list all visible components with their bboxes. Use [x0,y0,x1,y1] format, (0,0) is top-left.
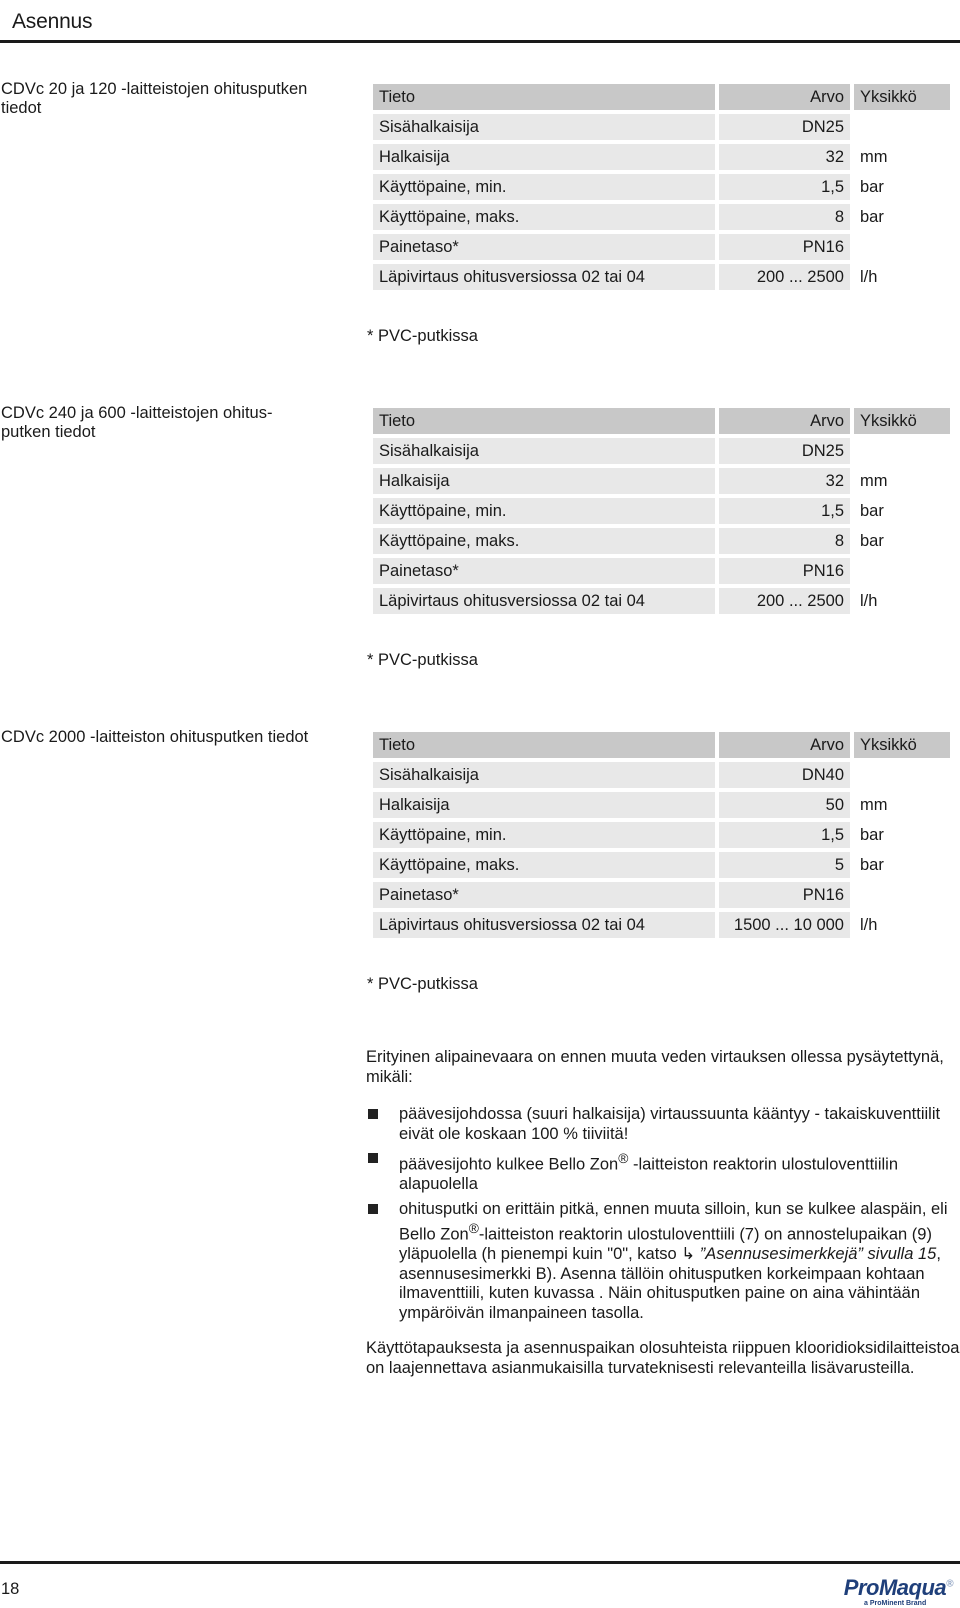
section-label: CDVc 20 ja 120 -laitteistojen ohitusputken tiedot [1,80,308,117]
cell-param: Käyttöpaine, min. [373,498,715,524]
cell-unit [854,882,950,908]
cell-param: Käyttöpaine, min. [373,174,715,200]
cell-value: 8 [719,528,850,554]
list-item-text: päävesijohdossa (suuri halkaisija) virtaussuunta kääntyy - takaiskuventtiilit eivät ole koskaan 100 % tiiviitä! [399,1105,941,1143]
cell-param: Painetaso* [373,882,715,908]
cell-param: Sisähalkaisija [373,438,715,464]
cell-value: 1,5 [719,822,850,848]
cell-param: Sisähalkaisija [373,762,715,788]
cell-unit: l/h [860,591,878,610]
intro-paragraph: Erityinen alipainevaara on ennen muuta veden virtauksen ollessa pysäytettynä, mikäli: [366,1048,944,1086]
header-param: Tieto [373,408,715,434]
table-row [373,204,950,230]
cell-unit: bar [860,501,884,520]
table-row [373,174,950,200]
cell-param: Läpivirtaus ohitusversiossa 02 tai 04 [373,264,715,290]
table-row [373,588,950,614]
cell-param: Läpivirtaus ohitusversiossa 02 tai 04 [373,912,715,938]
cell-param: Halkaisija [373,792,715,818]
cell-param: Käyttöpaine, maks. [373,852,715,878]
list-item-text: , asennusesimerkki B). Asenna tällöin ohitusputken korkeimpaan kohtaan ilmaventtiili, kuten kuvassa . Näin ohitusputken paine on aina vähintään ympäröivän ilmanpaineen tasolla. [399,1245,941,1322]
header-value: Arvo [719,84,850,110]
header-value: Arvo [719,408,850,434]
cell-unit: mm [860,471,888,490]
cell-value: PN16 [719,882,850,908]
spec-table [369,728,954,942]
cell-value: PN16 [719,558,850,584]
cell-value: PN16 [719,234,850,260]
cell-unit [854,762,950,788]
cell-value: 1,5 [719,174,850,200]
cell-unit: mm [860,795,888,814]
list-item [366,1105,960,1144]
cell-value: 8 [719,204,850,230]
cell-param: Painetaso* [373,558,715,584]
brand-trademark: ® [946,1578,953,1590]
spec-table [369,80,954,294]
table-row [373,912,950,938]
trademark-symbol: ® [618,1151,629,1166]
cell-unit [854,234,950,260]
cell-param: Käyttöpaine, min. [373,822,715,848]
page-number: 18 [1,1580,20,1598]
cell-value: DN25 [719,114,850,140]
cell-value: 5 [719,852,850,878]
cell-value: 32 [719,144,850,170]
section-label: CDVc 2000 -laitteiston ohitusputken tiedot [1,728,309,746]
promaqua-logo [843,1575,957,1607]
table-row [373,852,950,878]
cell-param: Halkaisija [373,468,715,494]
table-footnote: * PVC-putkissa [367,975,478,993]
brand-name-text: ProMaqua [843,1575,947,1600]
table-header-row [373,408,950,434]
cell-value: 1,5 [719,498,850,524]
cell-value: DN25 [719,438,850,464]
list-item-text: ohitusputki on erittäin pitkä, ennen muuta silloin, kun se kulkee alaspäin, eli Bello Zon [399,1199,948,1244]
square-bullet-icon [368,1153,378,1163]
cell-unit: l/h [860,267,878,286]
header-unit: Yksikkö [854,84,950,110]
table-row [373,498,950,524]
list-item [366,1149,960,1195]
cell-unit [854,558,950,584]
closing-paragraph: Käyttötapauksesta ja asennuspaikan olosuhteista riippuen klooridioksidilaitteistoa on laajennettava asianmukaisilla turvateknisesti relevanteilla lisävarusteilla. [366,1339,960,1377]
cell-param: Läpivirtaus ohitusversiossa 02 tai 04 [373,588,715,614]
section-label: CDVc 240 ja 600 -laitteistojen ohitus- putken tiedot [1,404,273,441]
brand-tagline: a ProMinent Brand [864,1600,927,1607]
table-row [373,762,950,788]
table-row [373,114,950,140]
table-footnote: * PVC-putkissa [367,327,478,345]
condition-list [366,1105,960,1323]
cell-unit: mm [860,147,888,166]
cross-reference-link[interactable]: ”Asennusesimerkkejä” sivulla 15 [699,1245,937,1263]
trademark-symbol: ® [468,1221,479,1236]
table-row [373,468,950,494]
list-item-text: päävesijohto kulkee Bello Zon [399,1155,619,1174]
table-row [373,438,950,464]
cell-param: Sisähalkaisija [373,114,715,140]
cell-unit [854,438,950,464]
cell-param: Käyttöpaine, maks. [373,204,715,230]
table-footnote: * PVC-putkissa [367,651,478,669]
table-row [373,882,950,908]
cell-unit: l/h [860,915,878,934]
cell-value: 1500 ... 10 000 [719,912,850,938]
table-row [373,822,950,848]
page-title: Asennus [12,10,93,33]
footer-divider [0,1561,960,1564]
table-row [373,264,950,290]
vacuum-warning-text [366,1048,960,1378]
brand-name [844,1575,953,1601]
cell-unit: bar [860,207,884,226]
table-row [373,144,950,170]
cell-value: DN40 [719,762,850,788]
spec-table [369,404,954,618]
cross-reference-arrow-icon: ↳ [681,1245,696,1263]
table-header-row [373,84,950,110]
header-unit: Yksikkö [854,732,950,758]
header-param: Tieto [373,84,715,110]
table-header-row [373,732,950,758]
cell-unit: bar [860,825,884,844]
header-value: Arvo [719,732,850,758]
header-param: Tieto [373,732,715,758]
table-row [373,792,950,818]
cell-param: Painetaso* [373,234,715,260]
header-divider [0,40,960,43]
cell-value: 200 ... 2500 [719,264,850,290]
square-bullet-icon [368,1109,378,1119]
cell-value: 200 ... 2500 [719,588,850,614]
cell-unit: bar [860,177,884,196]
list-item-text: -laitteiston reaktorin ulostuloventtiilin alapuolella [399,1155,899,1193]
square-bullet-icon [368,1204,378,1214]
cell-unit: bar [860,531,884,550]
list-item [366,1200,960,1324]
cell-value: 50 [719,792,850,818]
cell-param: Käyttöpaine, maks. [373,528,715,554]
table-row [373,558,950,584]
cell-unit: bar [860,855,884,874]
cell-unit [854,114,950,140]
header-unit: Yksikkö [854,408,950,434]
table-row [373,234,950,260]
table-row [373,528,950,554]
cell-value: 32 [719,468,850,494]
cell-param: Halkaisija [373,144,715,170]
list-item-text: -laitteiston reaktorin ulostuloventtiili (7) on annostelupaikan (9) yläpuolella (h pienempi kuin "0", katso [399,1225,932,1263]
